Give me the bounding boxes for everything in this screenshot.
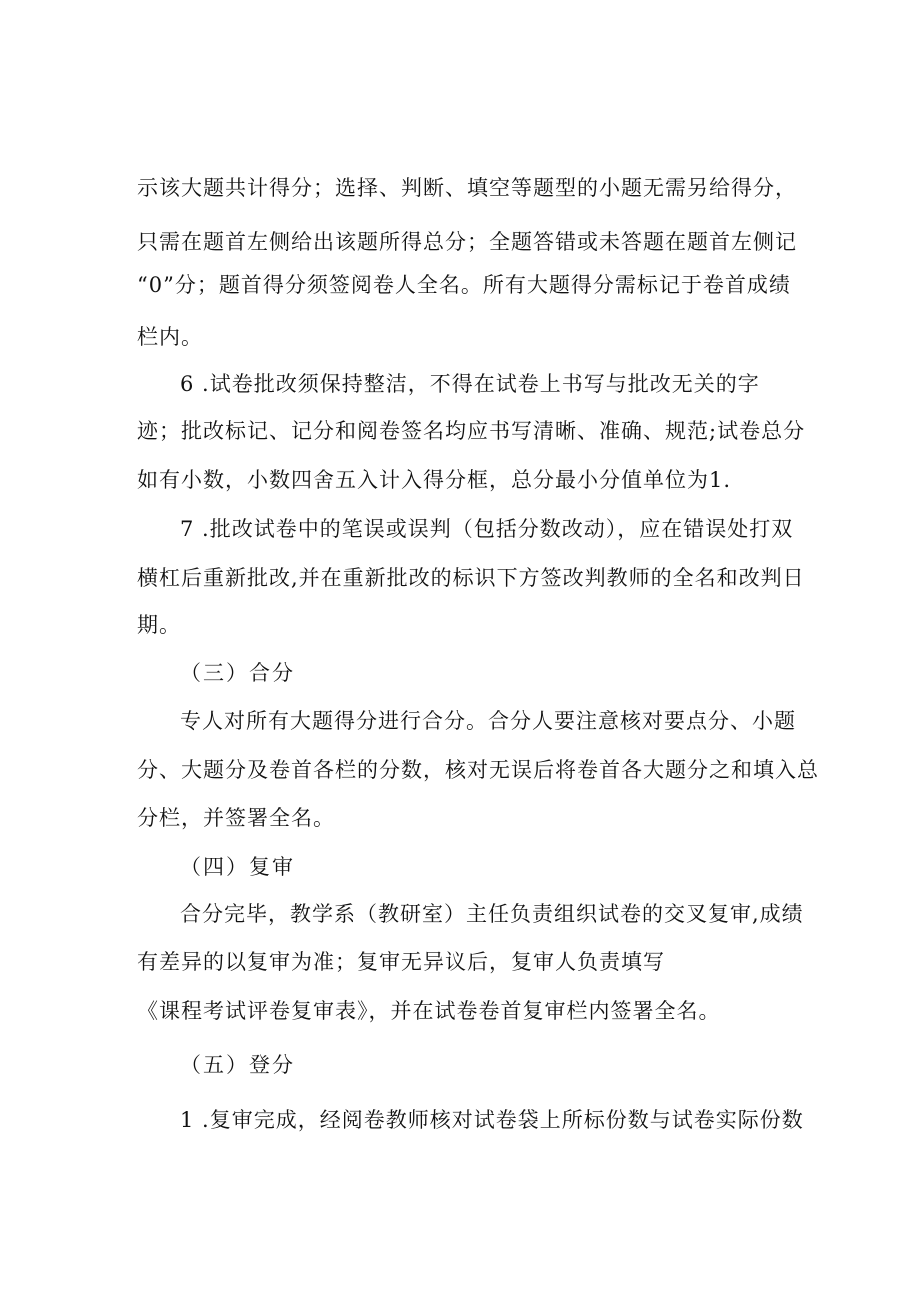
paragraph-line: 合分完毕，教学系（教研室）主任负责组织试卷的交叉复审,成绩 (180, 902, 804, 926)
paragraph-line: 横杠后重新批改,并在重新批改的标识下方签改判教师的全名和改判日 (137, 566, 805, 590)
paragraph-line: 分栏，并签署全名。 (137, 806, 335, 830)
paragraph-line: 《课程考试评卷复审表》，并在试卷卷首复审栏内签署全名。 (137, 999, 721, 1023)
paragraph-line: 专人对所有大题得分进行合分。合分人要注意核对要点分、小题 (180, 709, 796, 733)
section-heading: （三）合分 (180, 661, 295, 685)
paragraph-line: 栏内。 (137, 325, 203, 349)
paragraph-line: 如有小数，小数四舍五入计入得分框，总分最小分值单位为1. (137, 468, 732, 492)
paragraph-line: 有差异的以复审为准；复审无异议后，复审人负责填写 (137, 950, 665, 974)
list-item-7: 7 .批改试卷中的笔误或误判（包括分数改动），应在错误处打双 (180, 517, 794, 541)
paragraph-line: 示该大题共计得分；选择、判断、填空等题型的小题无需另给得分， (137, 176, 797, 200)
paragraph-line: 期。 (137, 613, 181, 637)
list-item-1: 1 .复审完成，经阅卷教师核对试卷袋上所标份数与试卷实际份数 (180, 1108, 804, 1132)
section-heading: （四）复审 (180, 855, 295, 879)
paragraph-line: 只需在题首左侧给出该题所得总分；全题答错或未答题在题首左侧记 (137, 230, 797, 254)
list-item-6: 6 .试卷批改须保持整洁，不得在试卷上书写与批改无关的字 (180, 372, 760, 396)
paragraph-line: 分、大题分及卷首各栏的分数，核对无误后将卷首各大题分之和填入总 (137, 758, 819, 782)
section-heading: （五）登分 (180, 1053, 295, 1077)
paragraph-line: “0”分；题首得分须签阅卷人全名。所有大题得分需标记于卷首成绩 (137, 273, 791, 297)
paragraph-line: 迹；批改标记、记分和阅卷签名均应书写清晰、准确、规范;试卷总分 (137, 419, 806, 443)
